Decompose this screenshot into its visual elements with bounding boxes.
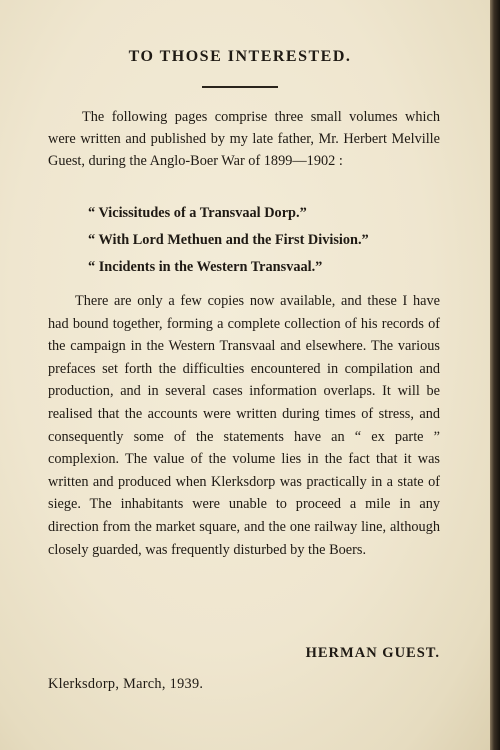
intro-paragraph: The following pages comprise three small volumes which were written and published by my late father, Mr. Herbert Melville Guest, during the Anglo-Boer War of 1899—1902 : [48, 109, 440, 169]
volume-titles-list [88, 200, 448, 281]
volume-title: “ With Lord Methuen and the First Division.” [88, 232, 369, 248]
volume-title: “ Incidents in the Western Transvaal.” [88, 259, 323, 275]
body-paragraph: There are only a few copies now available, and these I have had bound together, forming a complete collection of his records of the campaign in the Western Transvaal and elsewhere. The various prefaces set forth the difficulties encountered in compilation and production, and in several cases information overlaps. It will be realised that the accounts were written during times of stress, and consequently some of the statements have an “ ex parte ” complexion. The value of the volume lies in the fact that it was written and produced when Klerksdorp was practically in a state of siege. The inhabitants were unable to proceed a mile in any direction from the market square, and the one railway line, although closely guarded, was frequently disturbed by the Boers. [48, 293, 440, 558]
page-heading: TO THOSE INTERESTED. [128, 48, 352, 65]
page-edge-shadow [490, 0, 500, 750]
heading-rule [202, 86, 278, 88]
signature: HERMAN GUEST. [305, 645, 440, 661]
volume-title: “ Vicissitudes of a Transvaal Dorp.” [88, 205, 307, 221]
place-date: Klerksdorp, March, 1939. [48, 676, 204, 692]
